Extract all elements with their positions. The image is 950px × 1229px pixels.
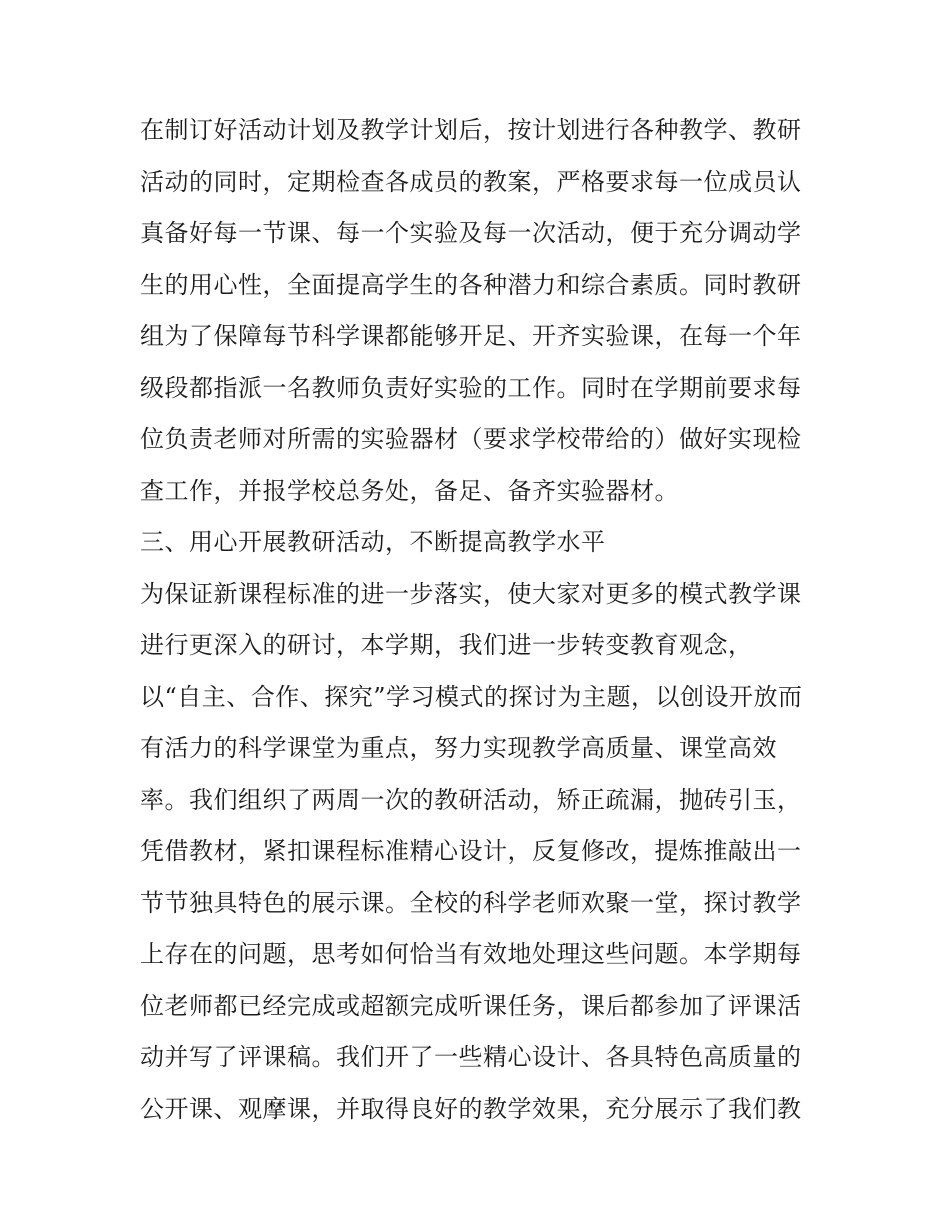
text-line: 率。我们组织了两周一次的教研活动，矫正疏漏，抛砖引玉， xyxy=(140,785,802,814)
text-line: 进行更深入的研讨，本学期，我们进一步转变教育观念， xyxy=(140,631,753,659)
text-line: 为保证新课程标准的进一步落实，使大家对更多的模式教学课 xyxy=(140,579,802,608)
text-line: 组为了保障每节科学课都能够开足、开齐实验课，在每一个年 xyxy=(140,322,802,350)
text-line: 位老师都已经完成或超额完成听课任务，课后都参加了评课活 xyxy=(140,991,802,1020)
document-body xyxy=(140,105,820,1135)
text-line: 凭借教材，紧扣课程标准精心设计，反复修改，提炼推敲出一 xyxy=(140,837,802,865)
section-heading: 三、用心开展教研活动，不断提高教学水平 xyxy=(140,528,606,556)
text-line: 节节独具特色的展示课。全校的科学老师欢聚一堂，探讨教学 xyxy=(140,888,802,917)
text-line: 生的用心性，全面提高学生的各种潜力和综合素质。同时教研 xyxy=(140,270,802,299)
text-line: 公开课、观摩课，并取得良好的教学效果，充分展示了我们教 xyxy=(140,1094,802,1123)
text-line: 上存在的问题，思考如何恰当有效地处理这些问题。本学期每 xyxy=(140,940,802,968)
text-line: 有活力的科学课堂为重点，努力实现教学高质量、课堂高效 xyxy=(140,734,777,762)
text-line: 以“自主、合作、探究”学习模式的探讨为主题，以创设开放而 xyxy=(140,682,803,711)
text-line: 级段都指派一名教师负责好实验的工作。同时在学期前要求每 xyxy=(140,373,802,402)
text-line: 动并写了评课稿。我们开了一些精心设计、各具特色高质量的 xyxy=(140,1043,802,1071)
text-line: 活动的同时，定期检查各成员的教案，严格要求每一位成员认 xyxy=(140,167,802,196)
text-line: 在制订好活动计划及教学计划后，按计划进行各种教学、教研 xyxy=(140,116,802,144)
text-line: 真备好每一节课、每一个实验及每一次活动，便于充分调动学 xyxy=(140,219,802,247)
text-line: 位负责老师对所需的实验器材（要求学校带给的）做好实现检 xyxy=(140,425,802,453)
text-line: 查工作，并报学校总务处，备足、备齐实验器材。 xyxy=(140,476,679,505)
